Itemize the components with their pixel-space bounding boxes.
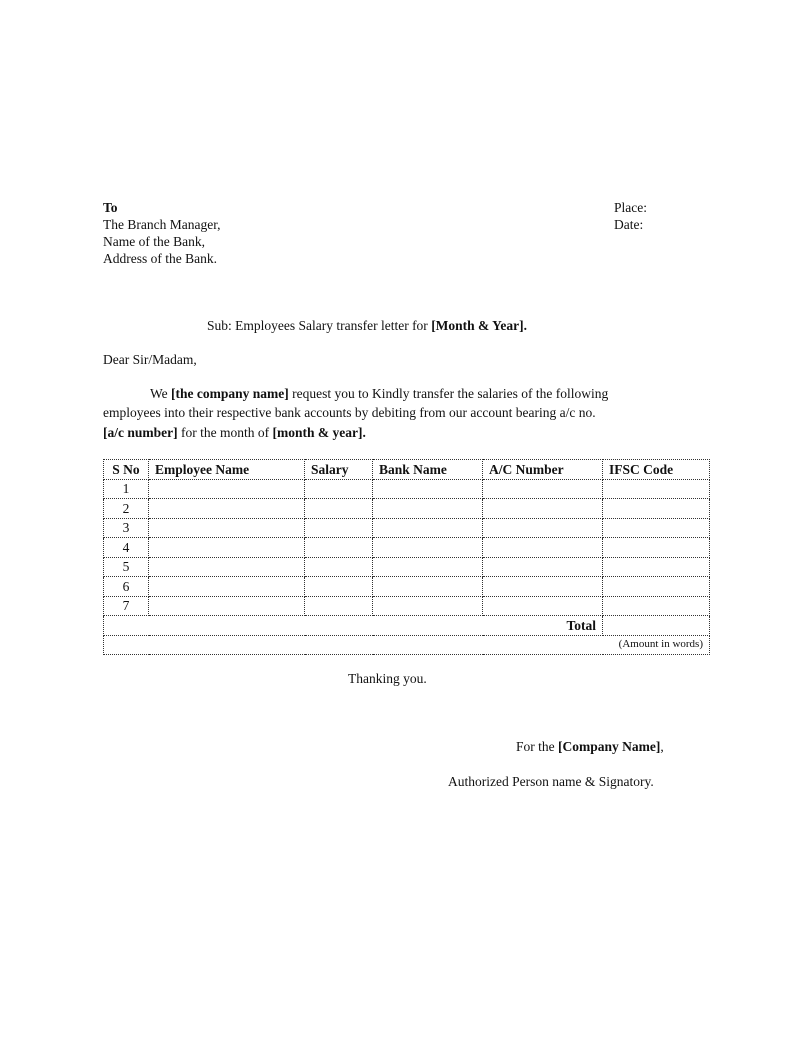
- header-ac-number: A/C Number: [483, 460, 603, 480]
- total-value-cell[interactable]: [603, 616, 710, 636]
- bank-name-cell[interactable]: [373, 479, 483, 499]
- amount-in-words-label: (Amount in words): [104, 635, 710, 655]
- subject-line: Sub: Employees Salary transfer letter for [Month & Year].: [207, 318, 528, 333]
- salary-cell[interactable]: [305, 499, 373, 519]
- header-salary: Salary: [305, 460, 373, 480]
- row-sno: 3: [104, 518, 149, 538]
- row-sno: 2: [104, 499, 149, 519]
- salary-table: [103, 459, 710, 655]
- ac-number-cell[interactable]: [483, 479, 603, 499]
- address-line-1: The Branch Manager,: [103, 217, 221, 232]
- authorized-signatory: Authorized Person name & Signatory.: [448, 774, 654, 789]
- employee-name-cell[interactable]: [149, 538, 305, 558]
- row-sno: 7: [104, 596, 149, 616]
- salary-cell[interactable]: [305, 577, 373, 597]
- address-line-3: Address of the Bank.: [103, 251, 217, 266]
- salary-cell[interactable]: [305, 518, 373, 538]
- ifsc-code-cell[interactable]: [603, 518, 710, 538]
- bank-name-cell[interactable]: [373, 596, 483, 616]
- row-sno: 1: [104, 479, 149, 499]
- salary-cell[interactable]: [305, 479, 373, 499]
- ac-number-cell[interactable]: [483, 538, 603, 558]
- amount-in-words-row: [104, 635, 710, 655]
- bank-name-cell[interactable]: [373, 499, 483, 519]
- ac-number-cell[interactable]: [483, 518, 603, 538]
- table-row: [104, 518, 710, 538]
- ac-number-cell[interactable]: [483, 499, 603, 519]
- table-row: [104, 499, 710, 519]
- ifsc-code-cell[interactable]: [603, 557, 710, 577]
- body-line-1: We [the company name] request you to Kindly transfer the salaries of the following: [150, 386, 609, 401]
- table-row: [104, 596, 710, 616]
- to-label: To: [103, 200, 118, 215]
- employee-name-cell[interactable]: [149, 499, 305, 519]
- salary-cell[interactable]: [305, 596, 373, 616]
- ifsc-code-cell[interactable]: [603, 499, 710, 519]
- salary-cell[interactable]: [305, 557, 373, 577]
- header-sno: S No: [104, 460, 149, 480]
- row-sno: 6: [104, 577, 149, 597]
- employee-name-cell[interactable]: [149, 518, 305, 538]
- date-label: Date:: [614, 217, 644, 232]
- header-ifsc-code: IFSC Code: [603, 460, 710, 480]
- ac-number-cell[interactable]: [483, 557, 603, 577]
- thanking-you: Thanking you.: [348, 671, 427, 686]
- table-row: [104, 479, 710, 499]
- header-employee-name: Employee Name: [149, 460, 305, 480]
- ifsc-code-cell[interactable]: [603, 538, 710, 558]
- employee-name-cell[interactable]: [149, 596, 305, 616]
- body-line-3: [a/c number] for the month of [month & year].: [103, 425, 366, 440]
- ac-number-cell[interactable]: [483, 596, 603, 616]
- ifsc-code-cell[interactable]: [603, 577, 710, 597]
- address-line-2: Name of the Bank,: [103, 234, 205, 249]
- employee-name-cell[interactable]: [149, 479, 305, 499]
- row-sno: 4: [104, 538, 149, 558]
- table-row: [104, 557, 710, 577]
- bank-name-cell[interactable]: [373, 538, 483, 558]
- place-label: Place:: [614, 200, 647, 215]
- table-row: [104, 538, 710, 558]
- employee-name-cell[interactable]: [149, 557, 305, 577]
- salary-cell[interactable]: [305, 538, 373, 558]
- bank-name-cell[interactable]: [373, 518, 483, 538]
- bank-name-cell[interactable]: [373, 577, 483, 597]
- row-sno: 5: [104, 557, 149, 577]
- total-row: [104, 616, 710, 636]
- table-header-row: [104, 460, 710, 480]
- total-label: Total: [104, 616, 603, 636]
- bank-name-cell[interactable]: [373, 557, 483, 577]
- salutation: Dear Sir/Madam,: [103, 352, 197, 367]
- employee-name-cell[interactable]: [149, 577, 305, 597]
- for-company-line: For the [Company Name],: [516, 739, 664, 754]
- ac-number-cell[interactable]: [483, 577, 603, 597]
- ifsc-code-cell[interactable]: [603, 596, 710, 616]
- ifsc-code-cell[interactable]: [603, 479, 710, 499]
- table-row: [104, 577, 710, 597]
- body-line-2: employees into their respective bank accounts by debiting from our account bearing a/c no.: [103, 405, 596, 420]
- header-bank-name: Bank Name: [373, 460, 483, 480]
